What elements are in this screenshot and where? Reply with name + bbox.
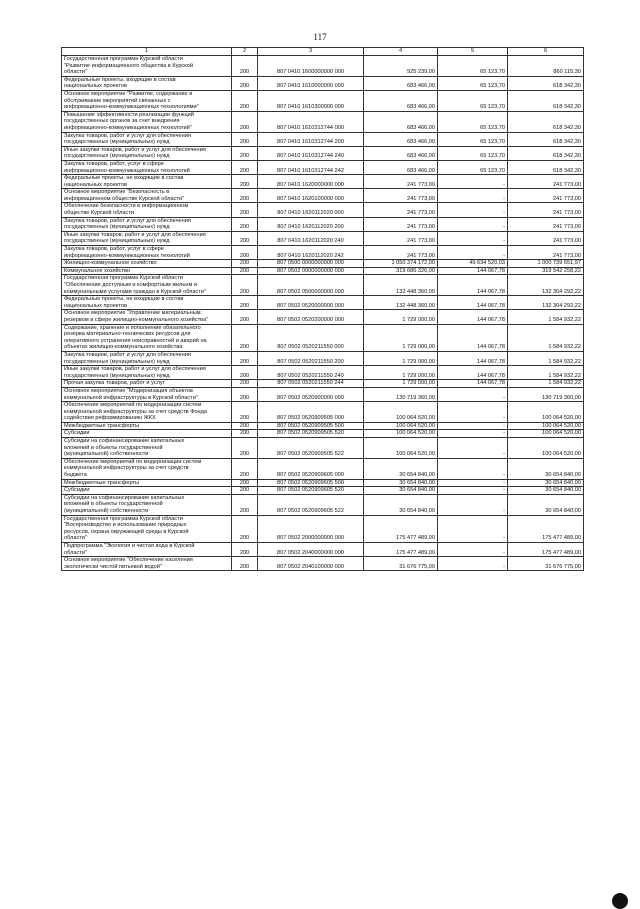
row-value-col4: 100 064 520,00	[364, 422, 438, 430]
row-code-cell: 200	[232, 387, 258, 401]
row-value-col4: 683 466,00	[364, 111, 438, 132]
row-value-col5: 65 123,70	[438, 56, 508, 77]
row-code-cell: 200	[232, 132, 258, 146]
table-row	[62, 542, 584, 556]
row-value-col4: 683 466,00	[364, 146, 438, 160]
row-value-col6: 1 000 739 651,97	[508, 260, 584, 268]
row-value-col5: 144 067,78	[438, 310, 508, 324]
header-cell: 5	[438, 48, 508, 56]
header-cell: 2	[232, 48, 258, 56]
row-value-col6: 1 584 932,22	[508, 380, 584, 388]
row-value-col5: 65 123,70	[438, 160, 508, 174]
row-value-col5: -	[438, 189, 508, 203]
row-value-col6: 175 477 489,00	[508, 515, 584, 542]
row-value-col4: 175 477 489,00	[364, 515, 438, 542]
table-row	[62, 189, 584, 203]
table-row	[62, 487, 584, 495]
row-name-cell: Закупка товаров, работ и услуг для обеспечения государственных (муниципальных) нужд	[62, 132, 232, 146]
row-code-cell: 200	[232, 557, 258, 571]
row-value-col4: 683 466,00	[364, 76, 438, 90]
row-value-col5: 144 067,78	[438, 351, 508, 365]
row-kbk-cell: 807 0410 1620112020 242	[258, 246, 364, 260]
scan-mark	[612, 893, 628, 909]
table-row	[62, 494, 584, 515]
row-code-cell: 200	[232, 487, 258, 495]
header-cell: 4	[364, 48, 438, 56]
row-value-col4: 683 466,00	[364, 90, 438, 111]
row-value-col4: 30 654 840,00	[364, 494, 438, 515]
row-kbk-cell: 807 0502 0520909605 520	[258, 487, 364, 495]
row-kbk-cell: 807 0502 0520900000 000	[258, 387, 364, 401]
row-name-cell: Субсидии	[62, 430, 232, 438]
row-name-cell: Субсидии	[62, 487, 232, 495]
row-value-col6: 860 115,30	[508, 56, 584, 77]
row-value-col4: 100 064 520,00	[364, 430, 438, 438]
row-name-cell: Основное мероприятие "Безопасность в информационном обществе Курской области"	[62, 189, 232, 203]
row-code-cell: 200	[232, 146, 258, 160]
row-code-cell: 200	[232, 310, 258, 324]
row-kbk-cell: 807 0502 0520909605 522	[258, 494, 364, 515]
row-code-cell: 200	[232, 479, 258, 487]
row-kbk-cell: 807 0502 0500000000 000	[258, 275, 364, 296]
row-value-col6: 618 342,30	[508, 111, 584, 132]
row-value-col6: 30 654 840,00	[508, 479, 584, 487]
row-value-col6: 241 773,00	[508, 203, 584, 217]
row-name-cell: Федеральные проекты, не входящие в состав национальных проектов	[62, 175, 232, 189]
row-code-cell: 200	[232, 542, 258, 556]
row-kbk-cell: 807 0502 0000000000 000	[258, 267, 364, 275]
row-value-col5: -	[438, 203, 508, 217]
row-value-col6: 132 304 292,22	[508, 275, 584, 296]
row-value-col4: 241 773,00	[364, 231, 438, 245]
row-value-col4: 925 239,00	[364, 56, 438, 77]
row-kbk-cell: 807 0410 1620112020 240	[258, 231, 364, 245]
row-value-col4: 241 773,00	[364, 189, 438, 203]
row-value-col5: 65 123,70	[438, 146, 508, 160]
row-value-col6: 241 773,00	[508, 217, 584, 231]
row-name-cell: Иные закупки товаров, работ и услуг для обеспечения государственных (муниципальных) нужд	[62, 146, 232, 160]
table-row	[62, 387, 584, 401]
row-name-cell: Прочая закупка товаров, работ и услуг	[62, 380, 232, 388]
row-kbk-cell: 807 0502 0520211550 000	[258, 324, 364, 351]
row-code-cell: 200	[232, 324, 258, 351]
header-cell: 3	[258, 48, 364, 56]
row-kbk-cell: 807 0502 0520909505 520	[258, 430, 364, 438]
row-code-cell: 200	[232, 217, 258, 231]
table-row	[62, 267, 584, 275]
row-value-col4: 1 729 000,00	[364, 366, 438, 380]
row-value-col6: 1 584 932,22	[508, 310, 584, 324]
row-name-cell: Обеспечение безопасности в информационном обществе Курской области	[62, 203, 232, 217]
row-kbk-cell: 807 0502 0520909505 500	[258, 422, 364, 430]
row-code-cell: 200	[232, 402, 258, 423]
row-code-cell: 200	[232, 438, 258, 459]
row-value-col4: 132 448 360,00	[364, 275, 438, 296]
row-name-cell: Коммунальное хозяйство	[62, 267, 232, 275]
row-name-cell: Основное мероприятие "Модернизация объектов коммунальной инфраструктуры в Курской области"	[62, 387, 232, 401]
table-row	[62, 402, 584, 423]
row-kbk-cell: 807 0502 0520211550 240	[258, 366, 364, 380]
row-value-col6: 618 342,30	[508, 76, 584, 90]
table-row	[62, 438, 584, 459]
header-cell: 1	[62, 48, 232, 56]
row-value-col5: -	[438, 246, 508, 260]
row-name-cell: Жилищно-коммунальное хозяйство	[62, 260, 232, 268]
row-value-col5: 144 067,78	[438, 324, 508, 351]
row-name-cell: Государственная программа Курской области "Воспроизводство и использование природных ресурсов, охрана окружающей среды в Курской области"	[62, 515, 232, 542]
row-value-col4: 241 773,00	[364, 175, 438, 189]
table-row	[62, 146, 584, 160]
row-code-cell: 200	[232, 160, 258, 174]
row-value-col4: 241 773,00	[364, 203, 438, 217]
row-code-cell: 200	[232, 246, 258, 260]
table-row	[62, 458, 584, 479]
row-name-cell: Иные закупки товаров, работ и услуг для обеспечения государственных (муниципальных) нужд	[62, 366, 232, 380]
row-name-cell: Государственная программа Курской области "Развитие информационного общества в Курской области"	[62, 56, 232, 77]
row-value-col5: -	[438, 430, 508, 438]
budget-table	[61, 47, 584, 571]
row-value-col4: 1 729 000,00	[364, 310, 438, 324]
row-code-cell: 200	[232, 260, 258, 268]
row-code-cell: 200	[232, 430, 258, 438]
header-row	[62, 48, 584, 56]
row-value-col4: 241 773,00	[364, 246, 438, 260]
page-number: 117	[313, 32, 327, 42]
row-value-col6: 319 542 258,22	[508, 267, 584, 275]
row-name-cell: Иные закупки товаров, работ и услуг для обеспечения государственных (муниципальных) нужд	[62, 231, 232, 245]
row-kbk-cell: 807 0410 1610000000 000	[258, 76, 364, 90]
row-value-col4: 1 729 000,00	[364, 380, 438, 388]
row-kbk-cell: 807 0410 1600000000 000	[258, 56, 364, 77]
row-code-cell: 200	[232, 366, 258, 380]
table-row	[62, 380, 584, 388]
table-row	[62, 132, 584, 146]
row-value-col5: -	[438, 402, 508, 423]
row-name-cell: Межбюджетные трансферты	[62, 479, 232, 487]
row-name-cell: Обеспечение мероприятий по модернизации систем коммунальной инфраструктуры за счет средств Фонда содействия реформированию ЖКХ	[62, 402, 232, 423]
row-kbk-cell: 807 0410 1610312744 000	[258, 111, 364, 132]
row-name-cell: Субсидии на софинансирование капитальных вложений в объекты государственной (муниципальной) собственности	[62, 438, 232, 459]
row-value-col4: 683 466,00	[364, 160, 438, 174]
row-name-cell: Межбюджетные трансферты	[62, 422, 232, 430]
row-name-cell: Основное мероприятие "Управление материальным резервом в сфере жилищно-коммунального хозяйства"	[62, 310, 232, 324]
table-row	[62, 203, 584, 217]
row-value-col6: 1 584 932,22	[508, 366, 584, 380]
row-value-col5: -	[438, 542, 508, 556]
row-value-col5: -	[438, 231, 508, 245]
table-row	[62, 515, 584, 542]
row-code-cell: 200	[232, 56, 258, 77]
row-code-cell: 200	[232, 458, 258, 479]
row-value-col5: -	[438, 217, 508, 231]
row-kbk-cell: 807 0502 2040100000 000	[258, 557, 364, 571]
table-row	[62, 56, 584, 77]
table-row	[62, 90, 584, 111]
table-row	[62, 479, 584, 487]
row-kbk-cell: 807 0410 1610312744 240	[258, 146, 364, 160]
row-value-col5: 65 123,70	[438, 111, 508, 132]
row-kbk-cell: 807 0500 0000000000 000	[258, 260, 364, 268]
row-value-col5: 144 067,78	[438, 267, 508, 275]
row-value-col6: 100 064 520,00	[508, 438, 584, 459]
row-value-col4: 30 654 840,00	[364, 458, 438, 479]
row-kbk-cell: 807 0502 0520909605 500	[258, 479, 364, 487]
row-kbk-cell: 807 0410 1610300000 000	[258, 90, 364, 111]
row-name-cell: Закупка товаров, работ, услуг в сфере информационно-коммуникационных технологий	[62, 160, 232, 174]
row-value-col5: 144 067,78	[438, 275, 508, 296]
row-value-col4: 175 477 489,00	[364, 542, 438, 556]
row-kbk-cell: 807 0410 1620100000 000	[258, 189, 364, 203]
row-value-col5: 49 634 520,03	[438, 260, 508, 268]
table-row	[62, 324, 584, 351]
row-name-cell: Закупка товаров, работ, услуг в сфере информационно-коммуникационных технологий	[62, 246, 232, 260]
row-name-cell: Федеральные проекты, не входящие в состав национальных проектов	[62, 296, 232, 310]
table-row	[62, 246, 584, 260]
row-value-col4: 100 064 520,00	[364, 402, 438, 423]
row-kbk-cell: 807 0502 0520211550 200	[258, 351, 364, 365]
row-value-col6: 241 773,00	[508, 246, 584, 260]
table-row	[62, 260, 584, 268]
row-kbk-cell: 807 0410 1620112020 200	[258, 217, 364, 231]
row-value-col6: 132 304 292,22	[508, 296, 584, 310]
row-value-col5: 65 123,70	[438, 90, 508, 111]
table-row	[62, 275, 584, 296]
table-row	[62, 296, 584, 310]
row-kbk-cell: 807 0502 0520211550 244	[258, 380, 364, 388]
row-value-col6: 31 676 775,00	[508, 557, 584, 571]
table-row	[62, 310, 584, 324]
table-row	[62, 351, 584, 365]
row-code-cell: 200	[232, 189, 258, 203]
row-value-col6: 618 342,30	[508, 132, 584, 146]
row-name-cell: Содержание, хранение и пополнение обязательного резерва материально-технических ресурсов для оперативного устранения неисправностей и аварий на объектах жилищно-коммунального хозяйства	[62, 324, 232, 351]
row-value-col6: 100 064 520,00	[508, 422, 584, 430]
row-value-col6: 30 654 840,00	[508, 487, 584, 495]
row-value-col5: -	[438, 557, 508, 571]
row-code-cell: 200	[232, 76, 258, 90]
row-name-cell: Субсидии на софинансирование капитальных вложений в объекты государственной (муниципальной) собственности	[62, 494, 232, 515]
table-row	[62, 160, 584, 174]
row-value-col4: 683 466,00	[364, 132, 438, 146]
table-row	[62, 76, 584, 90]
table-row	[62, 231, 584, 245]
row-name-cell: Повышение эффективности реализации функций государственных органов за счет внедрения информационно-коммуникационных технологий"	[62, 111, 232, 132]
row-value-col5: -	[438, 494, 508, 515]
row-value-col6: 241 773,00	[508, 175, 584, 189]
row-code-cell: 200	[232, 90, 258, 111]
table-row	[62, 217, 584, 231]
row-kbk-cell: 807 0410 1620112020 000	[258, 203, 364, 217]
row-code-cell: 200	[232, 111, 258, 132]
row-name-cell: Закупка товаров, работ и услуг для обеспечения государственных (муниципальных) нужд	[62, 217, 232, 231]
row-kbk-cell: 807 0502 0520909605 000	[258, 458, 364, 479]
header-cell: 6	[508, 48, 584, 56]
row-value-col6: 1 584 932,22	[508, 351, 584, 365]
row-value-col5: -	[438, 487, 508, 495]
row-kbk-cell: 807 0502 0520909505 000	[258, 402, 364, 423]
row-value-col4: 130 719 360,00	[364, 387, 438, 401]
row-kbk-cell: 807 0410 1610312744 242	[258, 160, 364, 174]
row-kbk-cell: 807 0502 2040000000 000	[258, 542, 364, 556]
row-kbk-cell: 807 0502 0520200000 000	[258, 310, 364, 324]
row-code-cell: 200	[232, 296, 258, 310]
row-value-col5: 65 123,70	[438, 76, 508, 90]
row-value-col4: 1 729 000,00	[364, 324, 438, 351]
row-value-col4: 132 448 360,00	[364, 296, 438, 310]
table-row	[62, 557, 584, 571]
row-value-col4: 30 654 840,00	[364, 487, 438, 495]
row-name-cell: Обеспечение мероприятий по модернизации систем коммунальной инфраструктуры за счет средств бюджета	[62, 458, 232, 479]
row-value-col5: -	[438, 387, 508, 401]
row-value-col5: 144 067,78	[438, 296, 508, 310]
row-value-col5: 144 067,78	[438, 366, 508, 380]
row-value-col4: 319 686 326,00	[364, 267, 438, 275]
row-value-col6: 30 654 840,00	[508, 458, 584, 479]
row-value-col5: 65 123,70	[438, 132, 508, 146]
row-code-cell: 200	[232, 231, 258, 245]
row-value-col4: 31 676 775,00	[364, 557, 438, 571]
row-value-col4: 30 654 840,00	[364, 479, 438, 487]
row-value-col5: -	[438, 438, 508, 459]
row-kbk-cell: 807 0502 2000000000 000	[258, 515, 364, 542]
row-kbk-cell: 807 0410 1610312744 200	[258, 132, 364, 146]
row-value-col6: 100 064 520,00	[508, 402, 584, 423]
row-code-cell: 200	[232, 422, 258, 430]
row-value-col6: 618 342,30	[508, 160, 584, 174]
row-value-col4: 100 064 520,00	[364, 438, 438, 459]
row-value-col6: 130 719 360,00	[508, 387, 584, 401]
row-value-col5: -	[438, 479, 508, 487]
row-code-cell: 200	[232, 494, 258, 515]
row-value-col5: -	[438, 458, 508, 479]
row-value-col5: -	[438, 422, 508, 430]
row-value-col6: 241 773,00	[508, 189, 584, 203]
row-value-col4: 1 050 374 172,00	[364, 260, 438, 268]
row-code-cell: 200	[232, 515, 258, 542]
row-value-col6: 1 584 932,22	[508, 324, 584, 351]
row-name-cell: Основное мероприятие "Развитие, содержание и обслуживание мероприятий связанных с информационно-коммуникационных технологиями"	[62, 90, 232, 111]
row-code-cell: 200	[232, 275, 258, 296]
row-code-cell: 200	[232, 380, 258, 388]
row-value-col5: -	[438, 515, 508, 542]
table-row	[62, 175, 584, 189]
row-value-col6: 30 654 840,00	[508, 494, 584, 515]
row-value-col4: 241 773,00	[364, 217, 438, 231]
row-code-cell: 200	[232, 175, 258, 189]
row-name-cell: Закупка товаров, работ и услуг для обеспечения государственных (муниципальных) нужд	[62, 351, 232, 365]
row-code-cell: 200	[232, 351, 258, 365]
row-name-cell: Государственная программа Курской области "Обеспечение доступным и комфортным жильем и коммунальными услугами граждан в Курской области"	[62, 275, 232, 296]
row-value-col6: 241 773,00	[508, 231, 584, 245]
row-value-col6: 618 342,30	[508, 90, 584, 111]
row-value-col6: 618 342,30	[508, 146, 584, 160]
row-value-col6: 100 064 520,00	[508, 430, 584, 438]
row-value-col5: 144 067,78	[438, 380, 508, 388]
row-value-col6: 175 477 489,00	[508, 542, 584, 556]
row-value-col5: -	[438, 175, 508, 189]
row-value-col4: 1 729 000,00	[364, 351, 438, 365]
row-name-cell: Основное мероприятие "Обеспечение населения экологически чистой питьевой водой"	[62, 557, 232, 571]
row-kbk-cell: 807 0502 0520909505 522	[258, 438, 364, 459]
row-code-cell: 200	[232, 267, 258, 275]
row-name-cell: Подпрограмма "Экология и чистая вода в Курской области"	[62, 542, 232, 556]
table-row	[62, 366, 584, 380]
table-row	[62, 422, 584, 430]
row-kbk-cell: 807 0410 1620000000 000	[258, 175, 364, 189]
row-kbk-cell: 807 0502 0520000000 000	[258, 296, 364, 310]
table-row	[62, 430, 584, 438]
row-name-cell: Федеральные проекты, входящие в состав национальных проектов	[62, 76, 232, 90]
table-row	[62, 111, 584, 132]
row-code-cell: 200	[232, 203, 258, 217]
